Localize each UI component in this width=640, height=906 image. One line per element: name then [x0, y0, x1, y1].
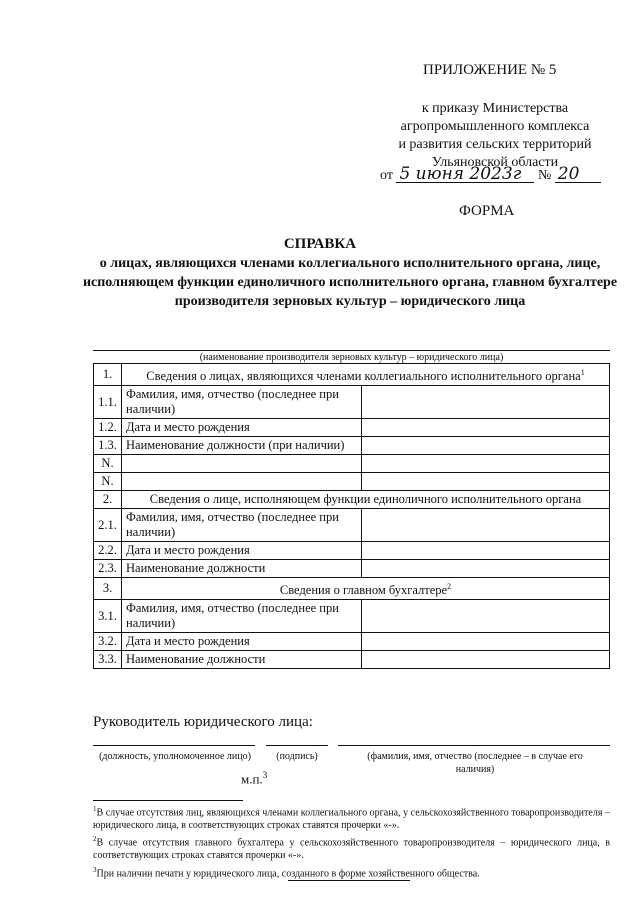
info-table: [93, 363, 610, 669]
table-row: [94, 455, 610, 473]
row-number: N.: [94, 455, 122, 473]
row-value-cell[interactable]: [362, 560, 610, 578]
order-line: и развития сельских территорий: [398, 137, 592, 152]
row-value-cell[interactable]: [362, 386, 610, 419]
row-value-cell[interactable]: [362, 437, 610, 455]
stamp-place: [241, 770, 267, 787]
row-label: [122, 455, 362, 473]
footnote-mark: 1: [93, 805, 97, 813]
footnote: [93, 833, 610, 862]
stamp-label: м.п.: [241, 771, 263, 787]
table-row: [94, 633, 610, 651]
table-row: [94, 473, 610, 491]
producer-name-caption: (наименование производителя зерновых культур – юридического лица): [199, 352, 504, 363]
row-value-cell[interactable]: [362, 651, 610, 669]
position-caption: (должность, уполномоченное лицо): [99, 751, 251, 762]
row-value-cell[interactable]: [362, 600, 610, 633]
row-number: 3.1.: [94, 600, 122, 633]
row-number: 3.2.: [94, 633, 122, 651]
footnote: [93, 864, 610, 881]
section-header-row: [94, 491, 610, 509]
section-title-text: Сведения о главном бухгалтере: [279, 583, 448, 598]
row-label: Фамилия, имя, отчество (последнее при наличии): [122, 600, 362, 633]
row-value-cell[interactable]: [362, 633, 610, 651]
row-number: 1.1.: [94, 386, 122, 419]
row-label: Фамилия, имя, отчество (последнее при наличии): [122, 386, 362, 419]
row-label: Наименование должности: [122, 560, 362, 578]
row-value-cell[interactable]: [362, 542, 610, 560]
footnote-mark: 2: [447, 582, 452, 592]
signature-line[interactable]: [266, 745, 328, 746]
signature-caption: (подпись): [276, 751, 318, 762]
table-row: [94, 509, 610, 542]
order-line: к приказу Министерства: [421, 101, 569, 116]
order-date-line: [380, 166, 620, 184]
producer-name-line[interactable]: [93, 350, 610, 351]
footnote-separator: [93, 800, 243, 801]
section-title-text: Сведения о лицах, являющихся членами коллегиального исполнительного органа: [146, 369, 581, 384]
section-title-text: Сведения о лице, исполняющем функции единоличного исполнительного органа: [149, 492, 582, 507]
footnote-text: В случае отсутствия главного бухгалтера у сельскохозяйственного товаропроизводителя – юридического лица, в соответствующих строках ставятся прочерки «-».: [93, 837, 610, 862]
table-row: [94, 560, 610, 578]
position-line[interactable]: [93, 745, 255, 746]
table-row: [94, 542, 610, 560]
order-line: агропромышленного комплекса: [400, 119, 590, 134]
footnote-text: При наличии печати у юридического лица, созданного в форме хозяйственного общества.: [96, 867, 480, 879]
row-label: Наименование должности (при наличии): [122, 437, 362, 455]
row-number: 1.3.: [94, 437, 122, 455]
row-label: Дата и место рождения: [122, 419, 362, 437]
document-subtitle: о лицах, являющихся членами коллегиального исполнительного органа, лице, исполняющем функции единоличного исполнительного органа, главном бухгалтере производителя зерновых культур – юридического лица: [82, 256, 618, 309]
date-prefix: от: [380, 168, 393, 183]
section-header-row: [94, 364, 610, 386]
section-title: [122, 491, 610, 509]
row-value-cell[interactable]: [362, 473, 610, 491]
footnotes: [93, 803, 610, 881]
row-label: Наименование должности: [122, 651, 362, 669]
table-row: [94, 386, 610, 419]
row-value-cell[interactable]: [362, 455, 610, 473]
number-prefix: №: [537, 168, 552, 183]
footnote-mark: 1: [580, 368, 585, 377]
section-title: [122, 364, 610, 386]
order-line: Ульяновской области: [431, 155, 559, 170]
row-number: N.: [94, 473, 122, 491]
order-reference: [380, 100, 610, 172]
handwritten-number: 20: [555, 166, 601, 183]
row-label: Дата и место рождения: [122, 542, 362, 560]
row-number: 3.3.: [94, 651, 122, 669]
handwritten-date: 5 июня 2023г: [396, 166, 534, 183]
section-header-row: [94, 578, 610, 600]
table-row: [94, 419, 610, 437]
document-title: СПРАВКА: [283, 236, 357, 252]
footnote-mark: 3: [93, 865, 97, 874]
row-label: [122, 473, 362, 491]
end-separator: [288, 880, 410, 881]
footnote: [93, 803, 610, 832]
appendix-number: ПРИЛОЖЕНИЕ № 5: [423, 62, 557, 78]
row-number: 2.1.: [94, 509, 122, 542]
table-row: [94, 600, 610, 633]
row-number: 1.2.: [94, 419, 122, 437]
table-row: [94, 437, 610, 455]
form-label: ФОРМА: [459, 203, 515, 219]
row-number: 2.3.: [94, 560, 122, 578]
row-number: 2.2.: [94, 542, 122, 560]
row-value-cell[interactable]: [362, 509, 610, 542]
row-number: 1.: [94, 364, 122, 386]
row-label: Фамилия, имя, отчество (последнее при наличии): [122, 509, 362, 542]
head-of-entity-label: Руководитель юридического лица:: [93, 714, 313, 730]
full-name-caption: (фамилия, имя, отчество (последнее – в случае его наличия): [367, 751, 583, 775]
full-name-line[interactable]: [338, 745, 610, 746]
row-label: Дата и место рождения: [122, 633, 362, 651]
row-number: 2.: [94, 491, 122, 509]
row-value-cell[interactable]: [362, 419, 610, 437]
footnote-mark: 2: [93, 835, 97, 844]
stamp-footnote-mark: 3: [262, 770, 268, 780]
table-row: [94, 651, 610, 669]
footnote-text: В случае отсутствия лиц, являющихся членами коллегиального органа, у сельскохозяйственного товаропроизводителя – юридического лица, в соответствующих строках ставятся прочерки «-».: [93, 807, 610, 831]
section-title: [122, 578, 610, 600]
row-number: 3.: [94, 578, 122, 600]
